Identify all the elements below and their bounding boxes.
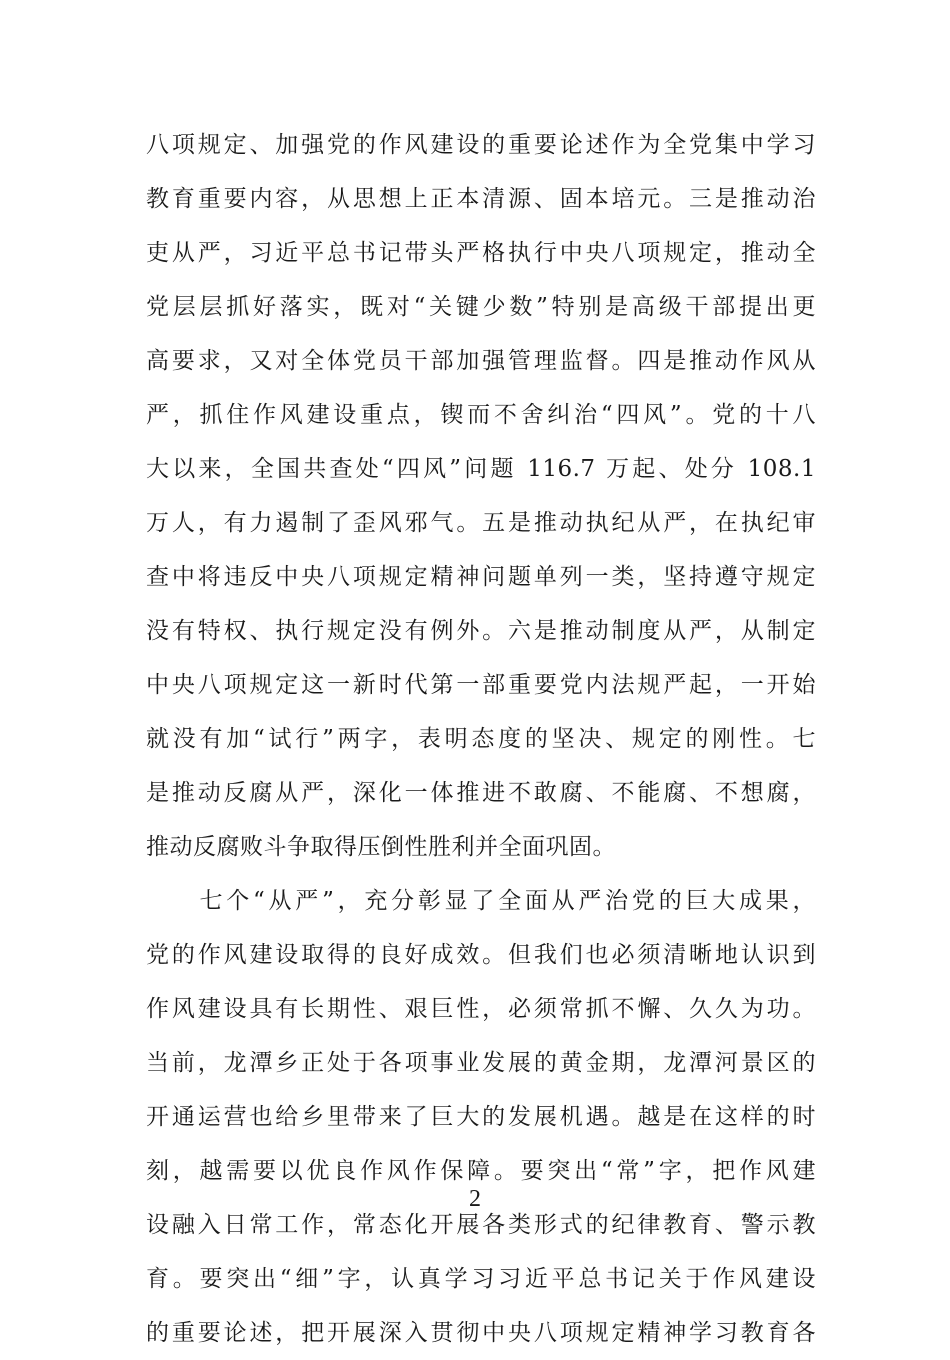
text-line: 推动反腐败斗争取得压倒性胜利并全面巩固。 — [146, 834, 616, 860]
paragraph-2 — [146, 874, 816, 1360]
text-line: 七个“从严”，充分彰显了全面从严治党的巨大成果， — [146, 888, 816, 914]
text-line: 大以来，全国共查处“四风”问题 116.7 万起、处分 108.1 — [146, 456, 816, 482]
body-text — [146, 118, 816, 1360]
paragraph-1 — [146, 118, 816, 874]
text-line: 作风建设具有长期性、艰巨性，必须常抓不懈、久久为功。 — [146, 996, 816, 1022]
text-line: 严，抓住作风建设重点，锲而不舍纠治“四风”。党的十八 — [146, 402, 816, 428]
text-line: 刻，越需要以优良作风作保障。要突出“常”字，把作风建 — [146, 1158, 816, 1184]
text-line: 高要求，又对全体党员干部加强管理监督。四是推动作风从 — [146, 348, 816, 374]
text-line: 当前，龙潭乡正处于各项事业发展的黄金期，龙潭河景区的 — [146, 1050, 816, 1076]
text-line: 开通运营也给乡里带来了巨大的发展机遇。越是在这样的时 — [146, 1104, 816, 1130]
text-line: 设融入日常工作，常态化开展各类形式的纪律教育、警示教 — [146, 1212, 816, 1238]
text-line: 没有特权、执行规定没有例外。六是推动制度从严，从制定 — [146, 618, 816, 644]
text-line: 吏从严，习近平总书记带头严格执行中央八项规定，推动全 — [146, 240, 816, 266]
text-line: 是推动反腐从严，深化一体推进不敢腐、不能腐、不想腐， — [146, 780, 816, 806]
text-line: 八项规定、加强党的作风建设的重要论述作为全党集中学习 — [146, 132, 816, 158]
text-line: 查中将违反中央八项规定精神问题单列一类，坚持遵守规定 — [146, 564, 816, 590]
text-line: 育。要突出“细”字，认真学习习近平总书记关于作风建设 — [146, 1266, 816, 1292]
text-line: 万人，有力遏制了歪风邪气。五是推动执纪从严，在执纪审 — [146, 510, 816, 536]
text-line: 党的作风建设取得的良好成效。但我们也必须清晰地认识到 — [146, 942, 816, 968]
text-line: 教育重要内容，从思想上正本清源、固本培元。三是推动治 — [146, 186, 816, 212]
text-line: 党层层抓好落实，既对“关键少数”特别是高级干部提出更 — [146, 294, 816, 320]
text-line: 就没有加“试行”两字，表明态度的坚决、规定的刚性。七 — [146, 726, 816, 752]
text-line: 中央八项规定这一新时代第一部重要党内法规严起，一开始 — [146, 672, 816, 698]
page-number: 2 — [469, 1186, 481, 1212]
text-line: 的重要论述，把开展深入贯彻中央八项规定精神学习教育各 — [146, 1320, 816, 1346]
